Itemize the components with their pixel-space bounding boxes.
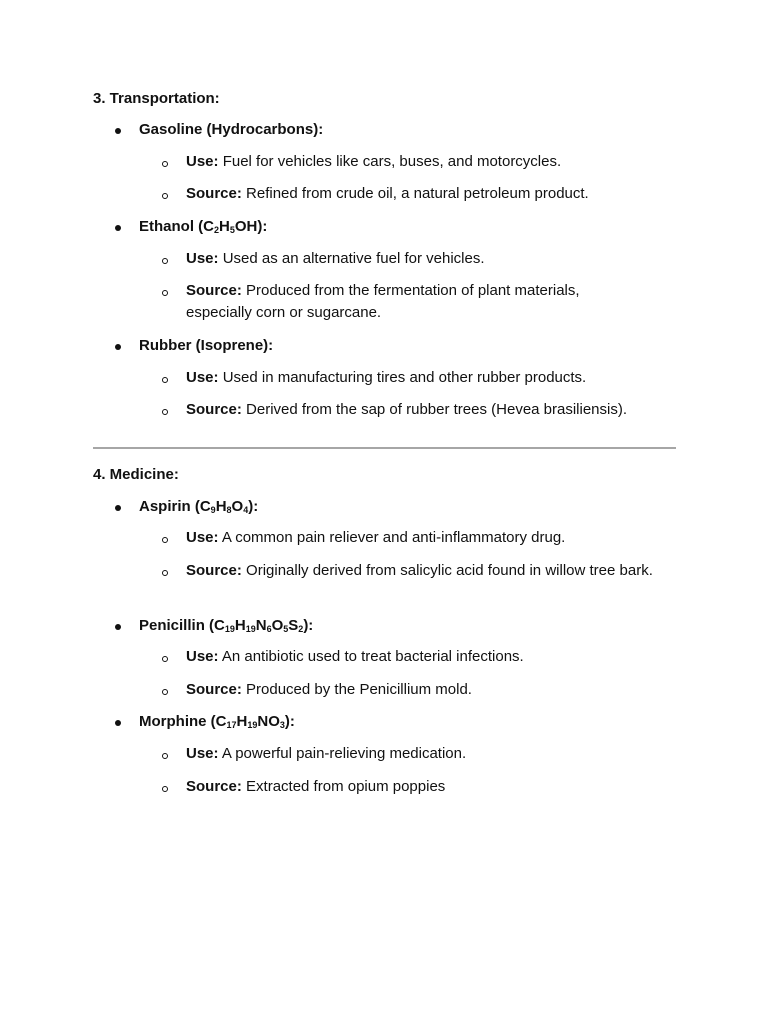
- item-title-rubber: Rubber (Isoprene):: [139, 337, 274, 354]
- penicillin-use: Use: An antibiotic used to treat bacterial infections.: [186, 648, 524, 665]
- aspirin-use: Use: A common pain reliever and anti-inflammatory drug.: [186, 529, 566, 546]
- circle-bullet-icon: [162, 786, 168, 792]
- item-title-morphine: Morphine $(C_{17}H_{19}NO_3)$:: [139, 713, 295, 730]
- horizontal-divider: [93, 447, 676, 449]
- ethanol-source: Source: Produced from the fermentation of plant materials, especially corn or sugarcane.: [186, 282, 580, 321]
- circle-bullet-icon: [162, 290, 168, 296]
- gasoline-use: Use: Fuel for vehicles like cars, buses, and motorcycles.: [186, 153, 562, 170]
- circle-bullet-icon: [162, 161, 168, 167]
- circle-bullet-icon: [162, 193, 168, 199]
- aspirin-source: Source: Originally derived from salicylic acid found in willow tree bark.: [186, 562, 653, 579]
- penicillin-source: Source: Produced by the Penicillium mold.: [186, 681, 472, 698]
- morphine-use: Use: A powerful pain-relieving medication.: [186, 745, 467, 762]
- circle-bullet-icon: [162, 689, 168, 695]
- circle-bullet-icon: [162, 377, 168, 383]
- bullet-icon: [115, 225, 121, 231]
- item-title-penicillin: Penicillin $(C_{19}H_{19}N_6O_5S_2)$:: [139, 617, 314, 634]
- circle-bullet-icon: [162, 537, 168, 543]
- section-heading-transportation: 3. Transportation:: [93, 90, 220, 107]
- bullet-icon: [115, 624, 121, 630]
- circle-bullet-icon: [162, 409, 168, 415]
- item-title-aspirin: Aspirin $(C_9H_8O_4)$:: [139, 498, 259, 515]
- ethanol-use: Use: Used as an alternative fuel for vehicles.: [186, 250, 485, 267]
- circle-bullet-icon: [162, 570, 168, 576]
- gasoline-source: Source: Refined from crude oil, a natural petroleum product.: [186, 185, 589, 202]
- bullet-icon: [115, 505, 121, 511]
- circle-bullet-icon: [162, 656, 168, 662]
- circle-bullet-icon: [162, 753, 168, 759]
- item-title-ethanol: Ethanol $(C_2H_5OH)$:: [139, 218, 268, 235]
- bullet-icon: [115, 344, 121, 350]
- section-heading-medicine: 4. Medicine:: [93, 466, 179, 483]
- morphine-source: Source: Extracted from opium poppies: [186, 778, 446, 795]
- circle-bullet-icon: [162, 258, 168, 264]
- item-title-gasoline: Gasoline (Hydrocarbons):: [139, 121, 324, 138]
- rubber-use: Use: Used in manufacturing tires and other rubber products.: [186, 369, 587, 386]
- bullet-icon: [115, 128, 121, 134]
- bullet-icon: [115, 720, 121, 726]
- rubber-source: Source: Derived from the sap of rubber trees (Hevea brasiliensis).: [186, 401, 628, 418]
